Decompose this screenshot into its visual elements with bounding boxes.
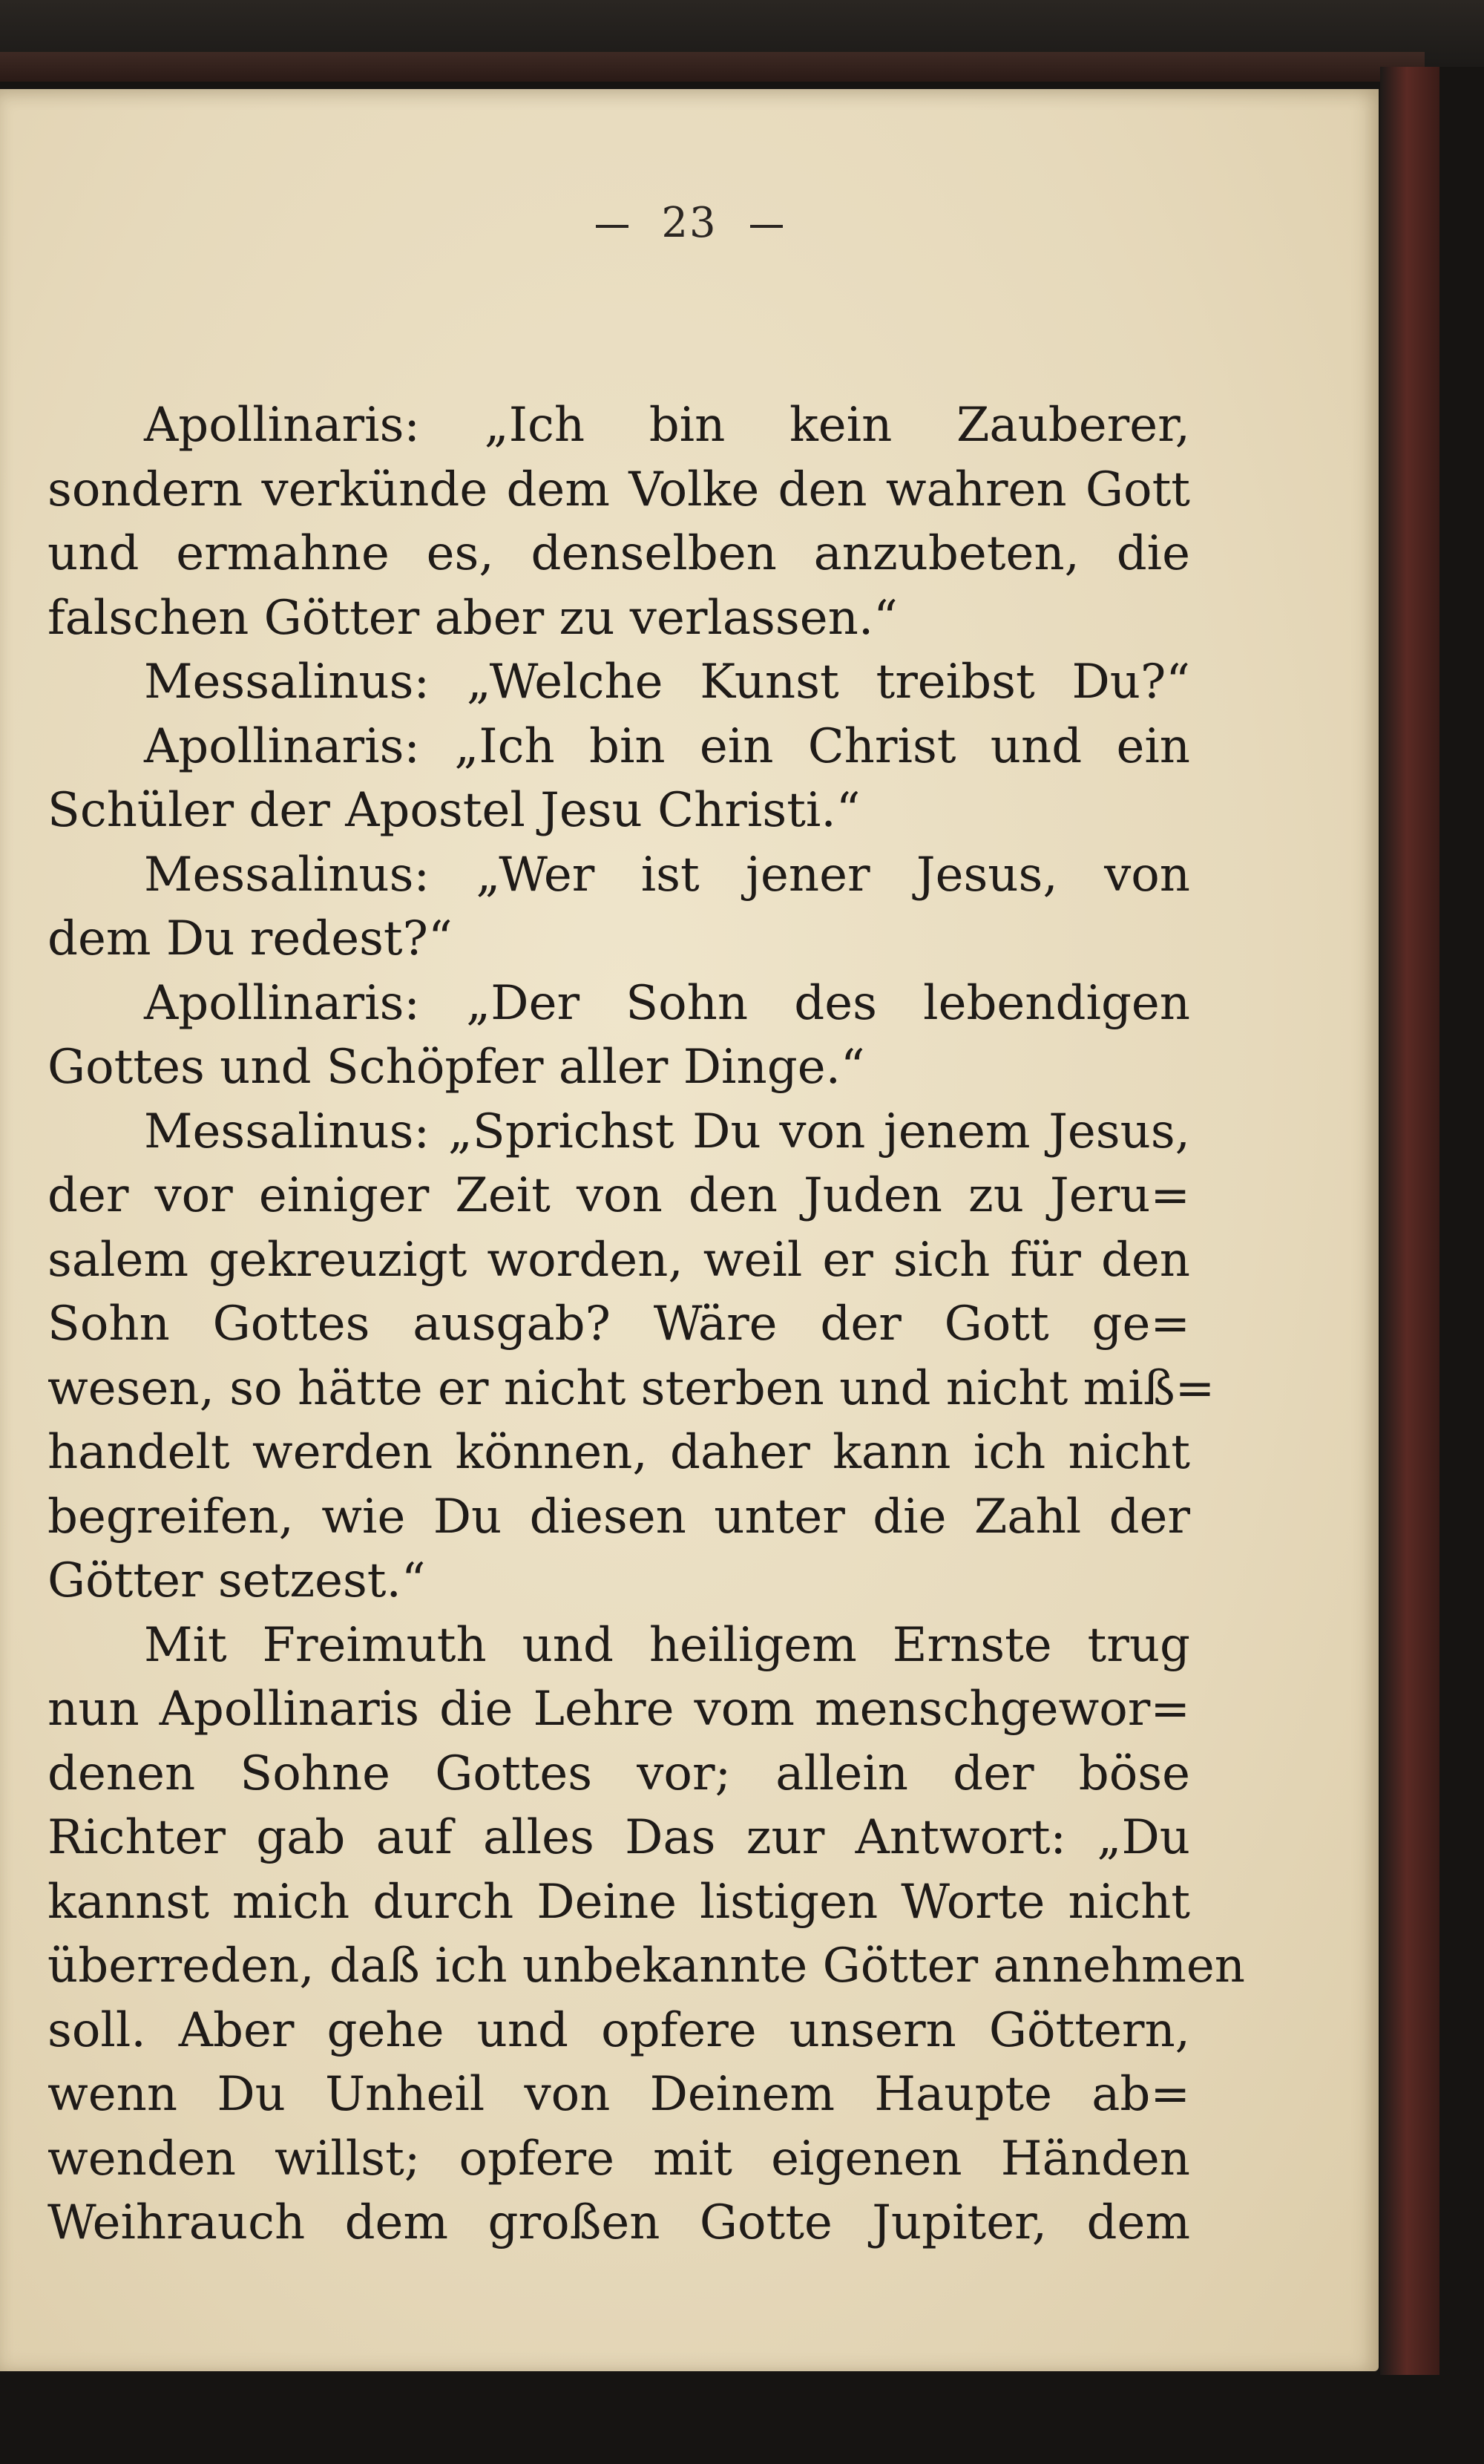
text-line: soll. Aber gehe und opfere unsern Göttern, — [47, 2002, 1190, 2058]
text-line: überreden, daß ich unbekannte Götter annehmen — [47, 1939, 1245, 1993]
text-line: Götter setzest.“ — [47, 1553, 426, 1608]
book-page — [0, 89, 1379, 2371]
book-cover-side-edge — [1380, 67, 1439, 2375]
text-line: dem Du redest?“ — [47, 911, 453, 966]
text-line: salem gekreuzigt worden, weil er sich für den — [47, 1232, 1190, 1288]
page-number — [0, 199, 1379, 247]
text-line: Messalinus: „Welche Kunst treibst Du?“ — [144, 655, 1190, 710]
text-line: Mit Freimuth und heiligem Ernste trug — [144, 1617, 1190, 1673]
text-line: Gottes und Schöpfer aller Dinge.“ — [47, 1040, 865, 1095]
text-line: sondern verkünde dem Volke den wahren Gott — [47, 462, 1190, 517]
text-line: begreifen, wie Du diesen unter die Zahl der — [47, 1489, 1190, 1544]
text-line: Messalinus: „Sprichst Du von jenem Jesus, — [144, 1104, 1190, 1159]
text-line: Apollinaris: „Ich bin ein Christ und ein — [144, 718, 1190, 774]
text-line: Messalinus: „Wer ist jener Jesus, von — [144, 847, 1190, 902]
page-number-dash-right — [750, 225, 783, 228]
text-line: Schüler der Apostel Jesu Christi.“ — [47, 783, 861, 838]
text-line: nun Apollinaris die Lehre vom menschgewor= — [47, 1682, 1190, 1737]
text-line: Richter gab auf alles Das zur Antwort: „Du — [47, 1810, 1190, 1865]
text-line: falschen Götter aber zu verlassen.“ — [47, 590, 898, 646]
text-line: und ermahne es, denselben anzubeten, die — [47, 526, 1190, 581]
text-line: wenn Du Unheil von Deinem Haupte ab= — [47, 2067, 1190, 2122]
page-number-value: 23 — [661, 199, 718, 247]
page-number-dash-left — [596, 225, 628, 228]
text-line: kannst mich durch Deine listigen Worte nicht — [47, 1874, 1190, 1930]
text-line: Apollinaris: „Ich bin kein Zauberer, — [144, 398, 1190, 453]
text-line: Sohn Gottes ausgab? Wäre der Gott ge= — [47, 1297, 1190, 1351]
text-line: wenden willst; opfere mit eigenen Händen — [47, 2131, 1190, 2186]
text-line: denen Sohne Gottes vor; allein der böse — [47, 1746, 1190, 1801]
text-line: handelt werden können, daher kann ich nicht — [47, 1425, 1190, 1480]
page-body-text — [47, 393, 1245, 2255]
text-line: der vor einiger Zeit von den Juden zu Jeru= — [47, 1168, 1190, 1223]
text-line: wesen, so hätte er nicht sterben und nicht miß= — [47, 1360, 1215, 1416]
text-line: Apollinaris: „Der Sohn des lebendigen — [144, 975, 1190, 1031]
text-line: Weihrauch dem großen Gotte Jupiter, dem — [47, 2195, 1190, 2250]
book-cover-top-edge — [0, 52, 1425, 82]
